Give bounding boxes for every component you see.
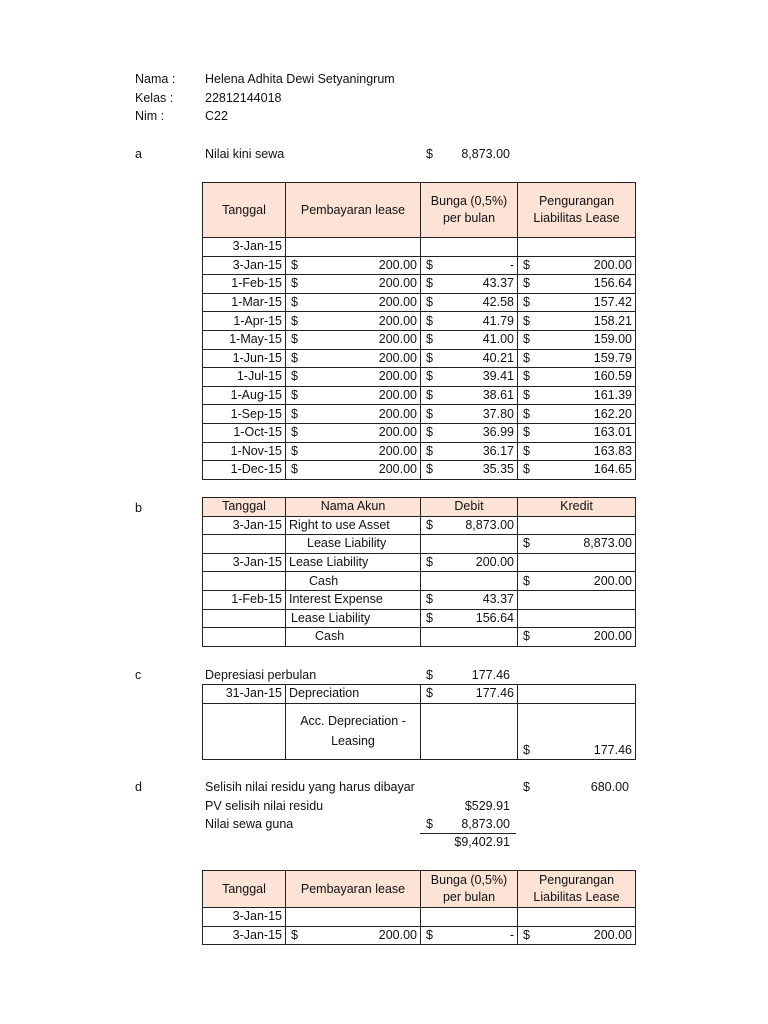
cell-pembayaran: $ 200.00: [286, 423, 421, 442]
cell-pembayaran: $ 200.00: [286, 256, 421, 275]
cell-akun: Lease Liability: [286, 609, 421, 628]
amortization-table-a: [202, 182, 636, 480]
depresiasi-value: 177.46: [471, 668, 510, 682]
table-row: [203, 926, 636, 945]
section-c-letter: c: [135, 668, 142, 682]
table-row: [203, 908, 636, 927]
cell-kredit: [518, 516, 636, 535]
table-row: [203, 609, 636, 628]
cell-bunga: $ 38.61: [421, 386, 518, 405]
cell-kredit: $ 200.00: [518, 572, 636, 591]
cell-bunga: $ 35.35: [421, 461, 518, 480]
cell-tanggal: 1-Jul-15: [203, 368, 286, 387]
nama-label: Nama :: [135, 72, 176, 86]
table-row: [203, 330, 636, 349]
nilai-sewa-currency: $: [426, 817, 433, 831]
cell-pembayaran: $ 200.00: [286, 442, 421, 461]
cell-pengurangan: $ 159.79: [518, 349, 636, 368]
cell-kredit: $ 177.46: [518, 703, 636, 759]
cell-debit: $ 43.37: [421, 590, 518, 609]
table-row: [203, 275, 636, 294]
header-pembayaran: Pembayaran lease: [286, 183, 421, 238]
pv-selisih-label: PV selisih nilai residu: [205, 799, 324, 813]
cell-pengurangan: $ 163.83: [518, 442, 636, 461]
cell-tanggal: 1-Feb-15: [203, 590, 286, 609]
kelas-value: 22812144018: [205, 91, 282, 105]
table-row: [203, 423, 636, 442]
journal-header-debit: Debit: [421, 498, 518, 517]
cell-kredit: [518, 685, 636, 704]
cell-tanggal: [203, 609, 286, 628]
cell-debit: $ 200.00: [421, 553, 518, 572]
header-pembayaran: Pembayaran lease: [286, 871, 421, 908]
cell-pembayaran: $ 200.00: [286, 275, 421, 294]
cell-debit: [421, 628, 518, 647]
table-row: [203, 442, 636, 461]
depreciation-table-c: [202, 684, 636, 760]
table-row: [203, 685, 636, 704]
cell-kredit: [518, 553, 636, 572]
cell-tanggal: 1-May-15: [203, 330, 286, 349]
cell-bunga: $ 41.00: [421, 330, 518, 349]
depresiasi-label: Depresiasi perbulan: [205, 668, 317, 682]
cell-akun: Interest Expense: [286, 590, 421, 609]
cell-tanggal: 31-Jan-15: [203, 685, 286, 704]
table-row: [203, 256, 636, 275]
header-tanggal: Tanggal: [203, 183, 286, 238]
selisih-label: Selisih nilai residu yang harus dibayar: [205, 780, 415, 794]
cell-bunga: [421, 908, 518, 927]
cell-tanggal: 1-Oct-15: [203, 423, 286, 442]
cell-pembayaran: $ 200.00: [286, 386, 421, 405]
cell-debit: [421, 703, 518, 759]
cell-pembayaran: $ 200.00: [286, 461, 421, 480]
journal-header-tanggal: Tanggal: [203, 498, 286, 517]
cell-bunga: $ 37.80: [421, 405, 518, 424]
cell-tanggal: 3-Jan-15: [203, 256, 286, 275]
cell-pembayaran: $ 200.00: [286, 405, 421, 424]
section-d-letter: d: [135, 780, 142, 794]
cell-tanggal: [203, 628, 286, 647]
kelas-label: Kelas :: [135, 91, 174, 105]
table-row: [203, 628, 636, 647]
nilai-kini-value: 8,873.00: [461, 147, 510, 161]
cell-pengurangan: [518, 908, 636, 927]
cell-pengurangan: $ 162.20: [518, 405, 636, 424]
cell-pembayaran: $ 200.00: [286, 330, 421, 349]
cell-pengurangan: $ 159.00: [518, 330, 636, 349]
cell-debit: $ 156.64: [421, 609, 518, 628]
cell-akun: Lease Liability: [286, 535, 421, 554]
cell-bunga: $ -: [421, 926, 518, 945]
nilai-sewa-value: 8,873.00: [461, 817, 510, 831]
cell-pembayaran: [286, 238, 421, 257]
cell-pengurangan: $ 158.21: [518, 312, 636, 331]
cell-pengurangan: $ 156.64: [518, 275, 636, 294]
cell-pengurangan: $ 200.00: [518, 256, 636, 275]
table-row: [203, 461, 636, 480]
cell-tanggal: [203, 703, 286, 759]
header-pengurangan: Pengurangan Liabilitas Lease: [518, 871, 636, 908]
header-pengurangan: Pengurangan Liabilitas Lease: [518, 183, 636, 238]
amortization-table-d: [202, 870, 636, 945]
nim-value: C22: [205, 109, 228, 123]
cell-debit: [421, 572, 518, 591]
cell-bunga: $ 42.58: [421, 293, 518, 312]
cell-bunga: $ 36.99: [421, 423, 518, 442]
section-a-letter: a: [135, 147, 142, 161]
cell-tanggal: [203, 572, 286, 591]
cell-pembayaran: $ 200.00: [286, 312, 421, 331]
selisih-currency: $: [523, 780, 530, 794]
journal-table-b: [202, 497, 636, 647]
depresiasi-currency: $: [426, 668, 433, 682]
cell-bunga: [421, 238, 518, 257]
nilai-sewa-label: Nilai sewa guna: [205, 817, 294, 831]
header-bunga: Bunga (0,5%) per bulan: [421, 871, 518, 908]
nim-label: Nim :: [135, 109, 165, 123]
table-row: [203, 553, 636, 572]
cell-debit: $ 8,873.00: [421, 516, 518, 535]
cell-pembayaran: $ 200.00: [286, 293, 421, 312]
table-row: [203, 386, 636, 405]
cell-tanggal: 3-Jan-15: [203, 238, 286, 257]
cell-akun: Acc. Depreciation - Leasing: [286, 703, 421, 759]
cell-tanggal: 1-Dec-15: [203, 461, 286, 480]
nama-value: Helena Adhita Dewi Setyaningrum: [205, 72, 395, 86]
journal-header-akun: Nama Akun: [286, 498, 421, 517]
cell-tanggal: 3-Jan-15: [203, 908, 286, 927]
cell-pembayaran: $ 200.00: [286, 368, 421, 387]
cell-pembayaran: $ 200.00: [286, 926, 421, 945]
cell-pengurangan: $ 161.39: [518, 386, 636, 405]
table-row: [203, 572, 636, 591]
table-row: [203, 535, 636, 554]
cell-pengurangan: $ 157.42: [518, 293, 636, 312]
cell-tanggal: 1-Feb-15: [203, 275, 286, 294]
cell-pengurangan: [518, 238, 636, 257]
table-row: [203, 312, 636, 331]
cell-akun: Cash: [286, 628, 421, 647]
cell-pengurangan: $ 163.01: [518, 423, 636, 442]
section-b-letter: b: [135, 501, 142, 515]
cell-tanggal: 1-Nov-15: [203, 442, 286, 461]
cell-kredit: [518, 609, 636, 628]
journal-header-kredit: Kredit: [518, 498, 636, 517]
cell-tanggal: 3-Jan-15: [203, 926, 286, 945]
cell-kredit: $ 8,873.00: [518, 535, 636, 554]
cell-bunga: $ 40.21: [421, 349, 518, 368]
table-row: [203, 590, 636, 609]
nilai-kini-currency: $: [426, 147, 433, 161]
cell-tanggal: 1-Sep-15: [203, 405, 286, 424]
cell-kredit: [518, 590, 636, 609]
nilai-kini-label: Nilai kini sewa: [205, 147, 285, 161]
pv-selisih-value: $529.91: [464, 799, 510, 813]
table-row: [203, 368, 636, 387]
table-row: [203, 405, 636, 424]
cell-bunga: $ 36.17: [421, 442, 518, 461]
cell-akun: Cash: [286, 572, 421, 591]
cell-tanggal: 1-Aug-15: [203, 386, 286, 405]
table-row: [203, 349, 636, 368]
cell-kredit: $ 200.00: [518, 628, 636, 647]
cell-tanggal: 3-Jan-15: [203, 553, 286, 572]
header-bunga: Bunga (0,5%) per bulan: [421, 183, 518, 238]
cell-pengurangan: $ 200.00: [518, 926, 636, 945]
cell-bunga: $ 39.41: [421, 368, 518, 387]
cell-pembayaran: [286, 908, 421, 927]
cell-pengurangan: $ 160.59: [518, 368, 636, 387]
table-row: [203, 516, 636, 535]
table-row: [203, 293, 636, 312]
cell-tanggal: 3-Jan-15: [203, 516, 286, 535]
cell-bunga: $ -: [421, 256, 518, 275]
total-value: $9,402.91: [454, 835, 510, 849]
cell-bunga: $ 43.37: [421, 275, 518, 294]
table-row: [203, 703, 636, 759]
cell-akun: Lease Liability: [286, 553, 421, 572]
header-tanggal: Tanggal: [203, 871, 286, 908]
cell-debit: $ 177.46: [421, 685, 518, 704]
selisih-value: 680.00: [590, 780, 629, 794]
cell-akun: Right to use Asset: [286, 516, 421, 535]
cell-pembayaran: $ 200.00: [286, 349, 421, 368]
table-row: [203, 238, 636, 257]
cell-tanggal: [203, 535, 286, 554]
cell-pengurangan: $ 164.65: [518, 461, 636, 480]
cell-tanggal: 1-Mar-15: [203, 293, 286, 312]
cell-bunga: $ 41.79: [421, 312, 518, 331]
cell-akun: Depreciation: [286, 685, 421, 704]
cell-tanggal: 1-Jun-15: [203, 349, 286, 368]
cell-debit: [421, 535, 518, 554]
cell-tanggal: 1-Apr-15: [203, 312, 286, 331]
